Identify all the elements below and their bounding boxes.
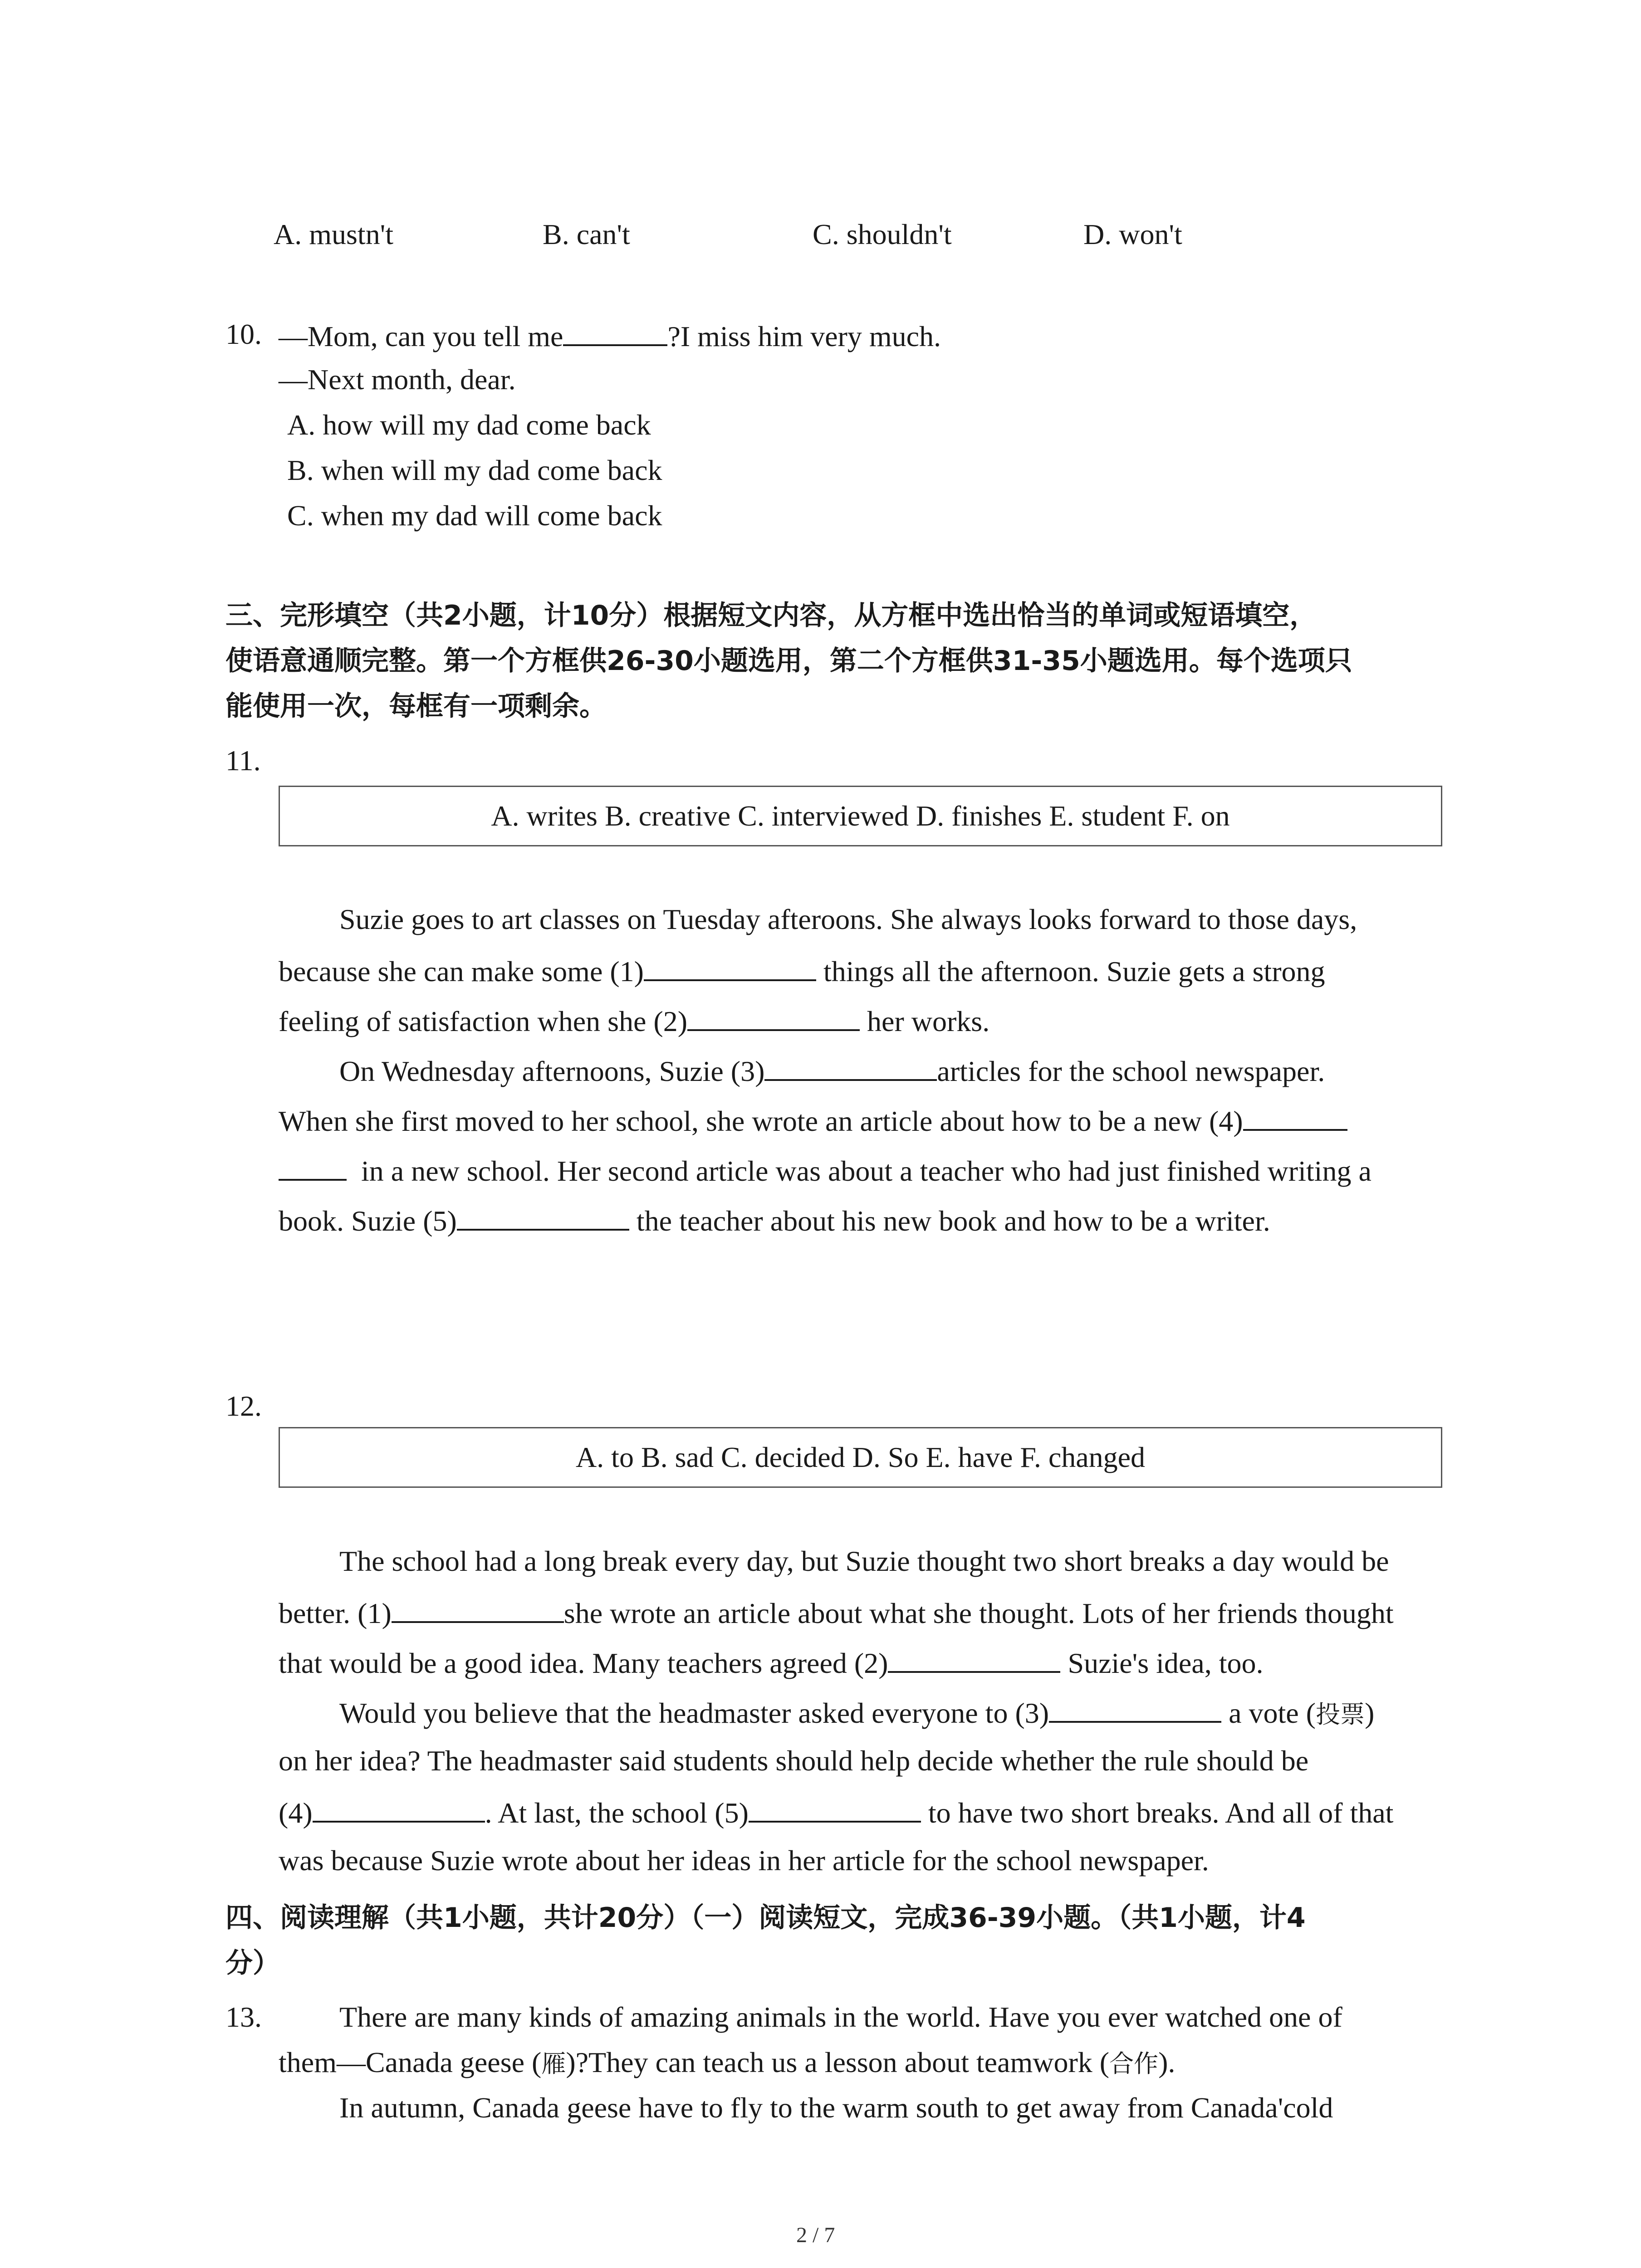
q11-p1-line3 <box>279 1005 989 1036</box>
section3-heading-line1: 三、完形填空（共2小题，计10分）根据短文内容，从方框中选出恰当的单词或短语填空， <box>225 600 1317 631</box>
q11-p1-line2-a: because she can make some (1) <box>279 955 644 987</box>
q10-line1-b: ?I miss him very much. <box>667 320 941 352</box>
q13-line1: There are many kinds of amazing animals in the world. Have you ever watched one of <box>339 2001 1342 2033</box>
q12-vote-gloss: 投票 <box>1315 1700 1365 1729</box>
q13-line2 <box>279 2048 1175 2077</box>
q11-p1-line2-b: things all the afternoon. Suzie gets a strong <box>823 955 1325 987</box>
q12-p2-line1 <box>339 1696 1374 1728</box>
q11-p2-line3 <box>279 1154 1372 1186</box>
q13-line2-a: them—Canada geese ( <box>279 2046 542 2078</box>
q13-line2-c: ). <box>1158 2046 1176 2078</box>
q12-p1-line2-a: better. (1) <box>279 1597 392 1629</box>
q13-teamwork-gloss: 合作 <box>1109 2049 1159 2078</box>
q11-word-box-text: A. writes B. creative C. interviewed D. finishes E. student F. on <box>491 800 1230 832</box>
q12-word-box-text: A. to B. sad C. decided D. So E. have F. changed <box>575 1441 1146 1473</box>
q12-p2-line1-a: Would you believe that the headmaster asked everyone to (3) <box>339 1697 1049 1729</box>
q11-p2-line1 <box>339 1055 1325 1086</box>
q12-blank-2 <box>888 1647 1060 1673</box>
section3-heading-line3: 能使用一次，每框有一项剩余。 <box>225 690 607 722</box>
q12-p1-line2-b: she wrote an article about what she thought. Lots of her friends thought <box>563 1597 1394 1629</box>
section4-heading-line1: 四、阅读理解（共1小题，共计20分）（一）阅读短文，完成36-39小题。（共1小题，计4 <box>225 1902 1306 1934</box>
q11-p2-line4-a: book. Suzie (5) <box>279 1205 457 1237</box>
q12-p2-line3-c: to have two short breaks. And all of that <box>928 1797 1394 1829</box>
q11-word-box <box>279 786 1442 846</box>
q12-p2-line1-c: ) <box>1364 1697 1375 1729</box>
q9-option-a: A. mustn't <box>274 218 393 250</box>
q9-option-c: C. shouldn't <box>813 218 952 250</box>
q11-p1-line3-b: her works. <box>867 1005 990 1037</box>
q12-p2-line2: on her idea? The headmaster said students should help decide whether the rule should be <box>279 1745 1309 1777</box>
q10-line1-a: —Mom, can you tell me <box>279 320 563 352</box>
section4-heading-line2: 分） <box>225 1947 280 1979</box>
q12-blank-5 <box>749 1796 921 1823</box>
q11-blank-4a <box>1243 1105 1347 1131</box>
q11-blank-4b <box>279 1154 347 1181</box>
q11-blank-2 <box>687 1005 860 1031</box>
q10-option-a: A. how will my dad come back <box>287 409 651 441</box>
q11-p2-line3-b: in a new school. Her second article was about a teacher who had just finished writing a <box>361 1155 1372 1187</box>
q13-geese-gloss: 雁 <box>541 2049 566 2078</box>
q13-line2-b: )?They can teach us a lesson about teamwork ( <box>566 2046 1110 2078</box>
q12-p1-line2 <box>279 1597 1394 1628</box>
q12-p2-line1-b: a vote ( <box>1229 1697 1316 1729</box>
q12-p1-line3-b: Suzie's idea, too. <box>1068 1647 1264 1679</box>
q11-p2-line2 <box>279 1105 1347 1136</box>
q11-number: 11. <box>225 744 261 777</box>
q11-blank-5 <box>457 1204 629 1231</box>
q12-word-box <box>279 1427 1442 1488</box>
page-number: 2 / 7 <box>796 2223 835 2247</box>
q10-line2: —Next month, dear. <box>279 363 516 396</box>
q12-p1-line1: The school had a long break every day, but Suzie thought two short breaks a day would be <box>339 1545 1389 1577</box>
q12-p2-line3 <box>279 1796 1393 1828</box>
q12-p1-line3-a: that would be a good idea. Many teachers agreed (2) <box>279 1647 888 1679</box>
q12-blank-4 <box>313 1796 485 1823</box>
q10-number: 10. <box>225 318 262 350</box>
q13-line3: In autumn, Canada geese have to fly to the warm south to get away from Canada'cold <box>339 2092 1333 2124</box>
q9-option-d: D. won't <box>1083 218 1182 250</box>
q12-p2-line3-b: . At last, the school (5) <box>485 1797 749 1829</box>
q13-number: 13. <box>225 2001 262 2033</box>
q12-p1-line3 <box>279 1647 1263 1678</box>
q11-blank-3 <box>764 1055 937 1081</box>
q12-p2-line3-a: (4) <box>279 1797 313 1829</box>
q11-p2-line4-b: the teacher about his new book and how to be a writer. <box>636 1205 1270 1237</box>
q11-p2-line2-a: When she first moved to her school, she wrote an article about how to be a new (4) <box>279 1105 1243 1137</box>
q11-p2-line4 <box>279 1204 1270 1236</box>
q12-blank-1 <box>392 1597 564 1623</box>
q12-blank-3 <box>1049 1696 1221 1723</box>
q11-p1-line2 <box>279 955 1325 986</box>
q11-blank-1 <box>644 955 816 981</box>
q10-blank <box>563 320 667 346</box>
q11-p2-line1-b: articles for the school newspaper. <box>937 1055 1325 1087</box>
section3-heading-line2: 使语意通顺完整。第一个方框供26-30小题选用，第二个方框供31-35小题选用。每个选项只 <box>225 645 1352 677</box>
q10-option-c: C. when my dad will come back <box>287 499 662 532</box>
q11-p1-line1: Suzie goes to art classes on Tuesday afteroons. She always looks forward to those days, <box>339 903 1357 935</box>
q9-option-b: B. can't <box>543 218 630 250</box>
q10-line1 <box>279 320 941 351</box>
q10-option-b: B. when will my dad come back <box>287 454 662 486</box>
q12-p2-line4: was because Suzie wrote about her ideas in her article for the school newspaper. <box>279 1844 1209 1877</box>
q11-p1-line3-a: feeling of satisfaction when she (2) <box>279 1005 688 1037</box>
q12-number: 12. <box>225 1390 262 1422</box>
q11-p2-line1-a: On Wednesday afternoons, Suzie (3) <box>339 1055 765 1087</box>
